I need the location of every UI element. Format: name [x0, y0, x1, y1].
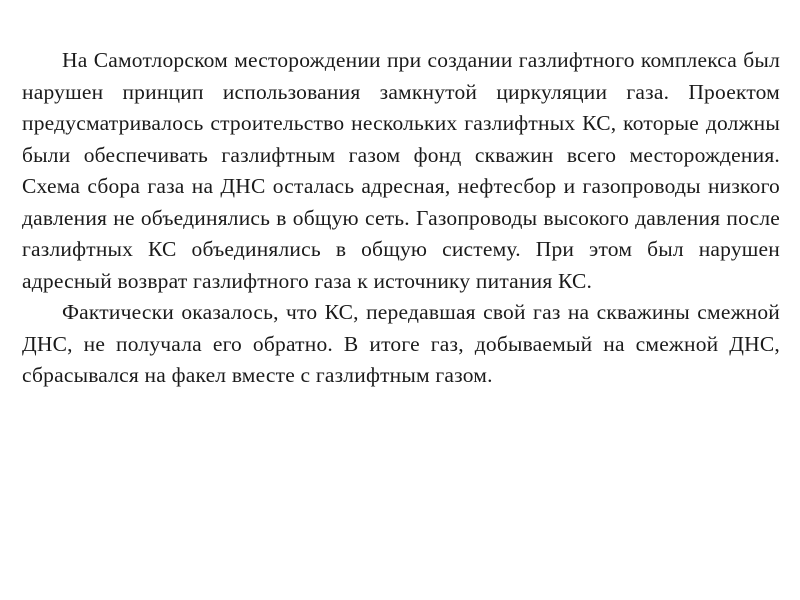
paragraph-actual-outcome: Фактически оказалось, что КС, передавшая свой газ на скважины смежной ДНС, не получала его обратно. В итоге газ, добываемый на смежной ДНС, сбрасывался на факел вместе с газлифтным газом.: [22, 300, 780, 387]
paragraph-samotlor-gaslift: На Самотлорском месторождении при создании газлифтного комплекса был нарушен принцип использования замкнутой циркуляции газа. Проектом предусматривалось строительство нескольких газлифтных КС, которые должны были обеспечивать газлифтным газом фонд скважин всего месторождения. Схема сбора газа на ДНС осталась адресная, нефтесбор и газопроводы низкого давления не объединялись в общую сеть. Газопроводы высокого давления после газлифтных КС объединялись в общую систему. При этом был нарушен адресный возврат газлифтного газа к источнику питания КС.: [22, 48, 780, 293]
